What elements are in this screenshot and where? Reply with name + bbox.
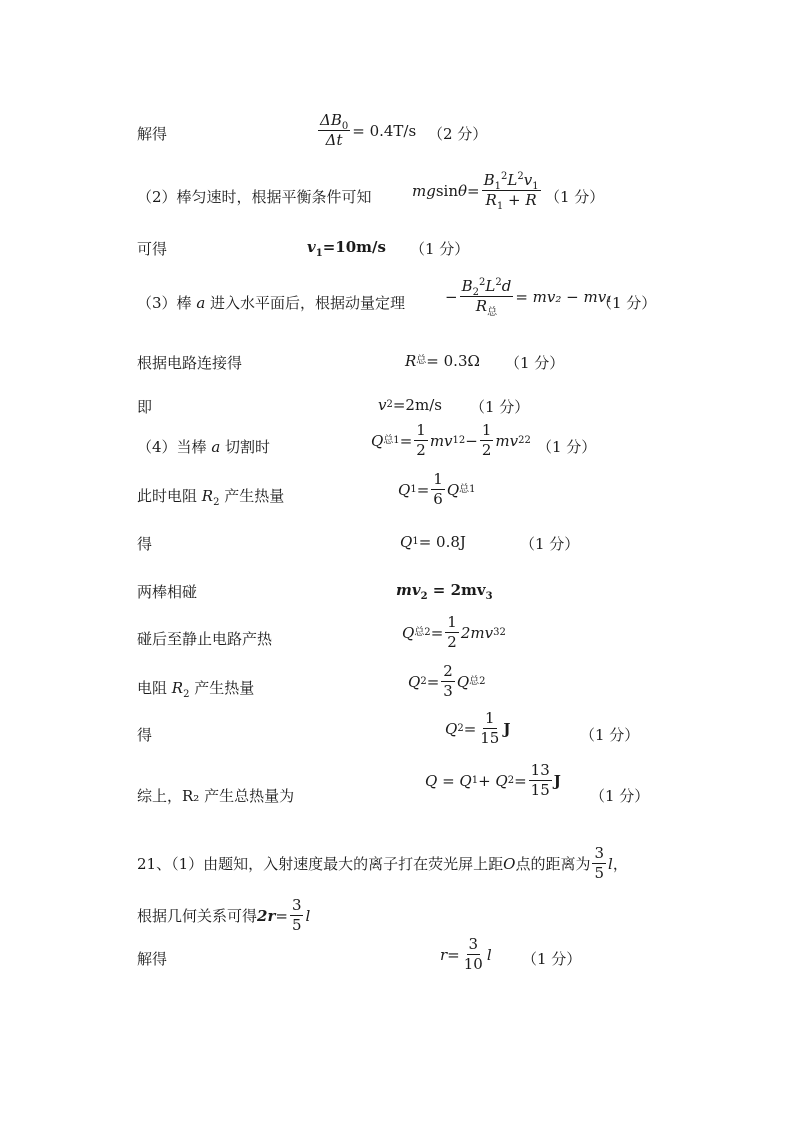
row17-equation: r = $\frac{3}{10}$ l [440,935,492,974]
fraction: $\frac{\Delta B_0}{\Delta t}$ [320,111,349,150]
fraction: $\frac{1}{6}$ [433,470,443,509]
row10-label: 两棒相碰 [137,583,198,601]
row9-equation: Q 1 = 0.8J [400,533,466,551]
row11-equation: Q 总2 = $\frac{1}{2}$ 2mv 3 2 [402,613,506,652]
row5-equation: R 总 = 0.3Ω [405,352,480,370]
row3-label: 可得 [137,240,168,258]
row1-label: 解得 [137,125,168,143]
row3-points: （1 分） [410,240,470,258]
row11-label: 碰后至静止电路产热 [137,630,273,648]
row1-equation: $\frac{\Delta B_0}{\Delta t}$ = 0.4T/s [320,111,417,150]
row16-text: 根据几何关系可得 2r = $\frac{3}{5}$ l [137,896,311,935]
row6-points: （1 分） [470,398,530,416]
row7-points: （1 分） [537,438,597,456]
row13-equation: Q 2 = $\frac{1}{15}$ J [445,709,511,748]
row12-label: 电阻 $R_2$ 产生热量 [137,679,255,700]
row2-points: （1 分） [545,188,605,206]
row8-label: 此时电阻 $R_2$ 产生热量 [137,487,285,508]
row4-equation: − $\frac{B_2^2L^2d}{R_总}$ = mv₂ − mv₁ [445,277,613,319]
row9-label: 得 [137,535,153,553]
row14-points: （1 分） [590,787,650,805]
row6-equation: v 2 =2m/s [378,396,442,414]
row17-points: （1 分） [522,950,582,968]
row3-equation: $v_1=10m/s$ [307,238,386,259]
row12-equation: Q 2 = $\frac{2}{3}$ Q 总2 [408,662,486,701]
row14-equation: Q = Q 1 + Q 2 = $\frac{13}{15}$ J [425,761,561,800]
row4-points: （1 分） [597,294,657,312]
fraction: $\frac{1}{2}$ [447,613,457,652]
fraction: $\frac{3}{10}$ [463,935,483,974]
fraction: $\frac{3}{5}$ [291,896,302,935]
row5-points: （1 分） [505,354,565,372]
fraction: $\frac{1}{2}$ [481,421,492,460]
row2-equation: mg sin θ = $\frac{B_1^2L^2v_1}{R_1 + R}$ [412,171,539,213]
row2-label: （2）棒匀速时，根据平衡条件可知 [137,188,372,206]
row15-text: 21、（1）由题知，入射速度最大的离子打在荧光屏上距 O 点的距离为 $\frac{3}{5}$ l ， [137,844,628,883]
row1-points: （2 分） [428,125,488,143]
fraction: $\frac{1}{2}$ [416,421,426,460]
row17-label: 解得 [137,950,168,968]
row13-label: 得 [137,726,153,744]
fraction: $\frac{1}{15}$ [480,709,500,748]
fraction: $\frac{13}{15}$ [530,761,550,800]
fraction: $\frac{2}{3}$ [443,662,453,701]
fraction: $\frac{B_2^2L^2d}{R_总}$ [461,277,512,319]
row6-label: 即 [137,398,153,416]
row5-label: 根据电路连接得 [137,354,243,372]
row14-label: 综上，R₂ 产生总热量为 [137,787,295,805]
fraction: $\frac{3}{5}$ [594,844,605,883]
row13-points: （1 分） [580,726,640,744]
row7-equation: Q 总1 = $\frac{1}{2}$ mv 1 2 − $\frac{1}{2}$ mv 2 2 [371,421,531,460]
row8-equation: Q 1 = $\frac{1}{6}$ Q 总1 [398,470,476,509]
row9-points: （1 分） [520,535,580,553]
row4-label: （3）棒 a 进入水平面后，根据动量定理 [137,294,406,312]
row10-equation: $mv_2 = 2mv_3$ [396,581,493,602]
row7-label: （4）当棒 a 切割时 [137,438,271,456]
fraction: $\frac{B_1^2L^2v_1}{R_1 + R}$ [483,171,539,213]
